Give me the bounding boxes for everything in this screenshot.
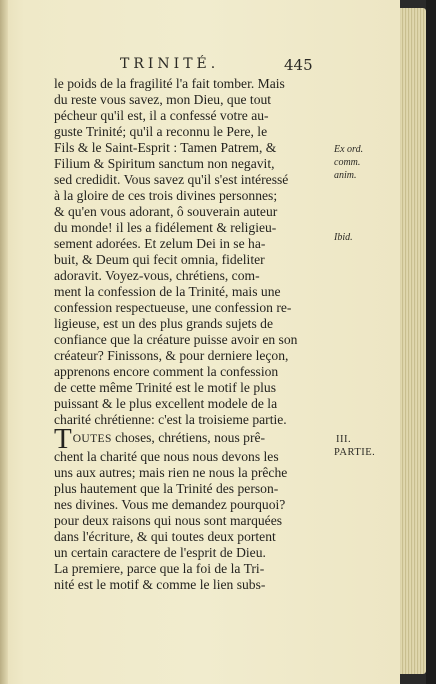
background-edge (426, 0, 436, 684)
margin-note-ibid: Ibid. (334, 232, 353, 243)
page-gutter (0, 0, 8, 684)
text-line: confession respectueuse, une confession re- (54, 300, 292, 315)
text-line: buit, & Deum qui fecit omnia, fideliter (54, 252, 265, 267)
text-line: pour deux raisons qui nous sont marquées (54, 513, 283, 528)
text-line: apprenons encore comment la confession (54, 364, 279, 379)
page-header (54, 56, 324, 76)
text-line: ment la confession de la Trinité, mais une (54, 284, 281, 299)
margin-note-anim: anim. (334, 170, 357, 181)
page-number: 445 (284, 56, 313, 74)
margin-note-part-label: PARTIE. (334, 447, 376, 458)
text-line: guste Trinité; qu'il a reconnu le Pere, le (54, 124, 268, 139)
text-line: charité chrétienne: c'est la troisieme partie. (54, 412, 287, 427)
text-line: La premiere, parce que la foi de la Tri- (54, 561, 265, 576)
text-line: nité est le motif & comme le lien subs- (54, 577, 266, 592)
drop-cap: T (54, 423, 72, 455)
text-line: à la gloire de ces trois divines personnes; (54, 188, 278, 203)
text-line: de cette même Trinité est le motif le plus (54, 380, 276, 395)
page-edges (400, 8, 426, 674)
small-caps-word: OUTES (72, 433, 112, 445)
text-line: puissant & le plus excellent modele de la (54, 396, 278, 411)
text-line: créateur? Finissons, & pour derniere leçon, (54, 348, 289, 363)
text-line: le poids de la fragilité l'a fait tomber. Mais (54, 76, 285, 91)
margin-note-exord: Ex ord. (334, 144, 364, 155)
margin-note-comm: comm. (334, 157, 361, 168)
text-line: du reste vous savez, mon Dieu, que tout (54, 92, 272, 107)
text-line: confiance que la créature puisse avoir en son (54, 332, 298, 347)
first-line (54, 423, 266, 455)
text-line: pécheur qu'il est, il a confessé votre au- (54, 108, 269, 123)
text-line: sement adorées. Et zelum Dei in se ha- (54, 236, 266, 251)
text-line: uns aux autres; mais rien ne nous la prêche (54, 465, 288, 480)
text-line: sed credidit. Vous savez qu'il s'est intéressé (54, 172, 289, 187)
text-line: nes divines. Vous me demandez pourquoi? (54, 497, 286, 512)
text-line: adoravit. Voyez-vous, chrétiens, com- (54, 268, 260, 283)
text-line: du monde! il les a fidélement & religieu- (54, 220, 277, 235)
text-line: dans l'écriture, & qui toutes deux portent (54, 529, 276, 544)
margin-note-part-number: III. (336, 434, 352, 445)
text-line: un certain caractere de l'esprit de Dieu. (54, 545, 266, 560)
text-line: chent la charité que nous nous devons les (54, 449, 279, 464)
text-line: & qu'en vous adorant, ô souverain auteur (54, 204, 278, 219)
first-line-text: choses, chrétiens, nous prê- (111, 430, 266, 445)
text-line: Filium & Spiritum sanctum non negavit, (54, 156, 275, 171)
running-title: TRINITÉ. (120, 56, 220, 72)
text-line: ligieuse, est un des plus grands sujets de (54, 316, 273, 331)
text-line: Fils & le Saint-Esprit : Tamen Patrem, & (54, 140, 277, 155)
text-line: plus hautement que la Trinité des person- (54, 481, 279, 496)
